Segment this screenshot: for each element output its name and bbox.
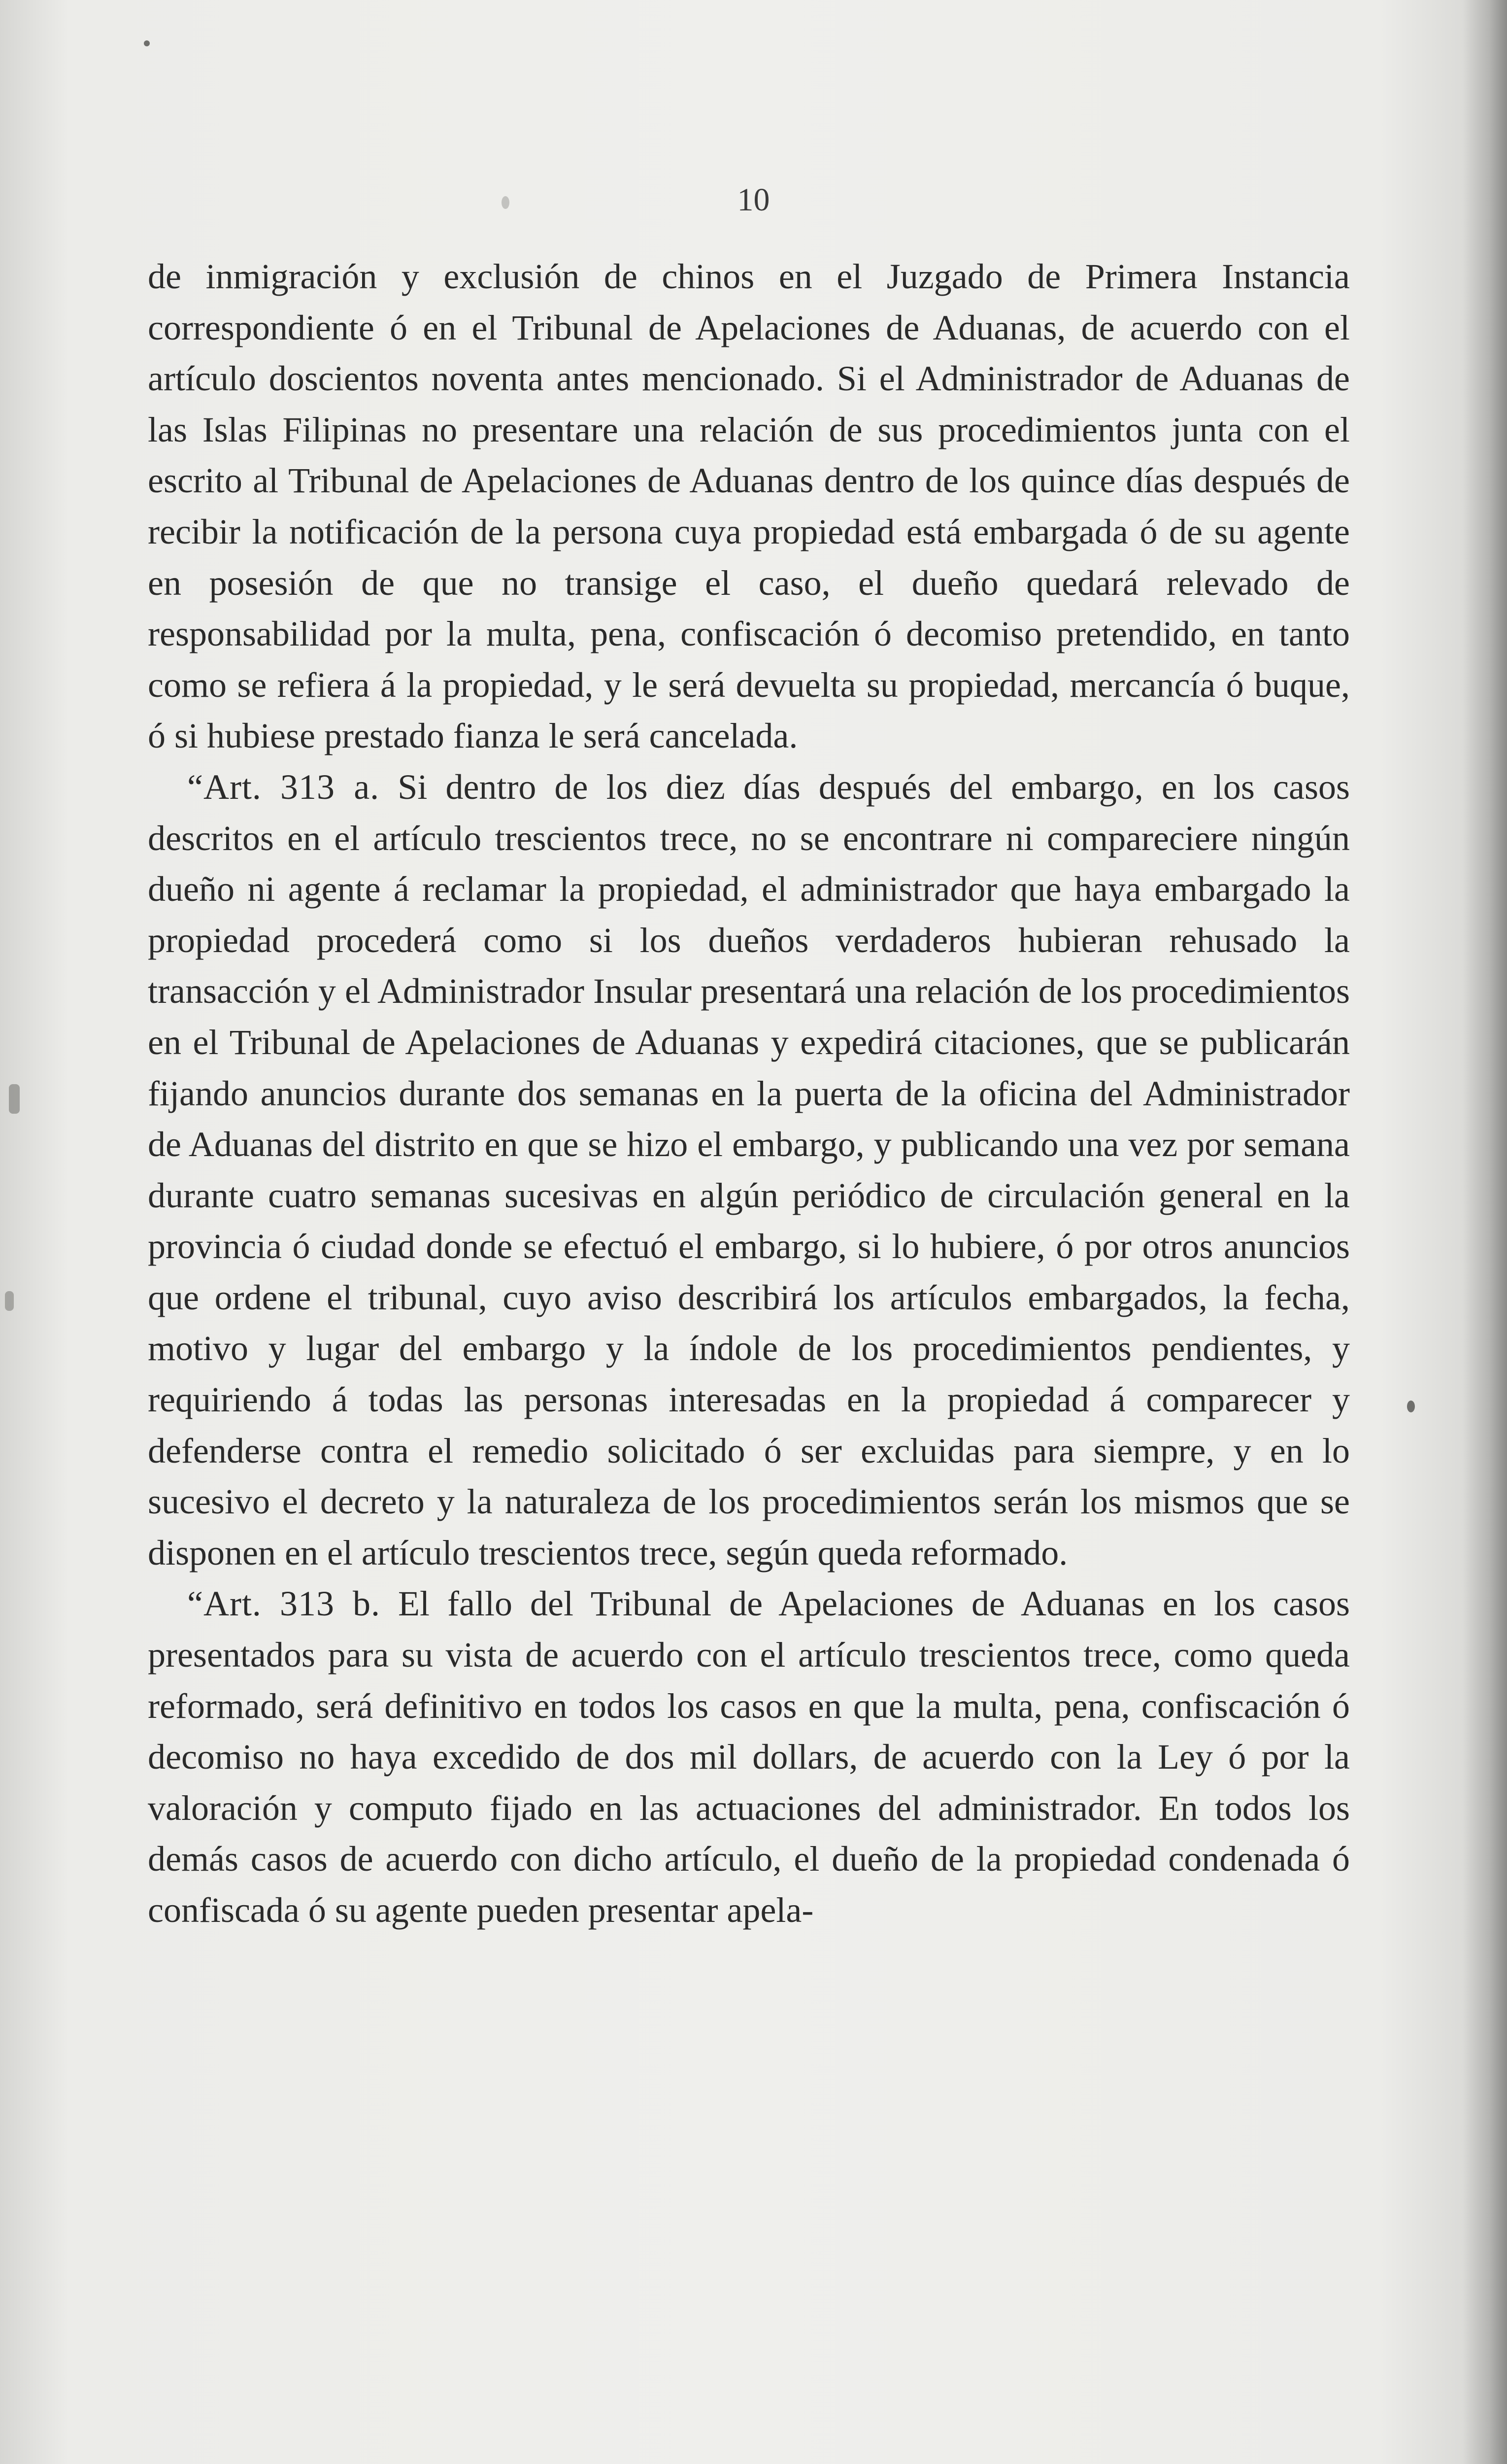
article-heading: “Art. 313 b.	[187, 1584, 380, 1624]
paragraph-text: Si dentro de los diez días después del embargo, en los casos descritos en el artículo trescientos trece, no se encontrare ni compareciere ningún dueño ni agente á reclamar la propiedad, el administrador que haya embargado la propiedad procederá como si los dueños verdaderos hubieran rehusado la transacción y el Administrador Insular presentará una relación de los procedimientos en el Tribunal de Apelaciones de Aduanas y expedirá citaciones, que se publicarán fijando anuncios durante dos semanas en la puerta de la oficina del Administrador de Aduanas del distrito en que se hizo el embargo, y publicando una vez por semana durante cuatro semanas sucesivas en algún periódico de circulación general en la provincia ó ciudad donde se efectuó el embargo, si lo hubiere, ó por otros anuncios que ordene el tribunal, cuyo aviso describirá los artículos embargados, la fecha, motivo y lugar del embargo y la índole de los procedimientos pendientes, y requiriendo á todas las personas interesadas en la propiedad á comparecer y defenderse contra el remedio solicitado ó ser excluidas para siempre, y en lo sucesivo el decreto y la naturaleza de los procedimientos serán los mismos que se disponen en el artículo trescientos trece, según queda reformado.	[148, 767, 1350, 1573]
paragraph-1	[148, 251, 1350, 762]
scan-speck	[9, 1084, 20, 1114]
paragraph-art-313b	[148, 1578, 1350, 1936]
paragraph-art-313a	[148, 762, 1350, 1579]
page-number: 10	[737, 182, 770, 218]
scan-speck	[144, 40, 150, 46]
scan-speck	[1407, 1401, 1415, 1412]
page-edge-shadow	[1463, 0, 1507, 2464]
body-text	[148, 251, 1350, 1936]
scan-speck	[5, 1291, 14, 1311]
paragraph-text: de inmigración y exclusión de chinos en el Juzgado de Primera Instancia correspondiente ó en el Tribunal de Apelaciones de Aduanas, de acuerdo con el artículo doscientos noventa antes mencionado. Si el Administrador de Aduanas de las Islas Filipinas no presentare una relación de sus procedimientos junta con el escrito al Tribunal de Apelaciones de Aduanas dentro de los quince días después de recibir la notificación de la persona cuya propiedad está embargada ó de su agente en posesión de que no transige el caso, el dueño quedará relevado de responsabilidad por la multa, pena, confiscación ó decomiso pretendido, en tanto como se refiera á la propiedad, y le será devuelta su propiedad, mercancía ó buque, ó si hubiese prestado fianza le será cancelada.	[148, 257, 1350, 756]
paragraph-text: El fallo del Tribunal de Apelaciones de Aduanas en los casos presentados para su vista de acuerdo con el artículo trescientos trece, como queda reformado, será definitivo en todos los casos en que la multa, pena, confiscación ó decomiso no haya excedido de dos mil dollars, de acuerdo con la Ley ó por la valoración y computo fijado en las actuaciones del administrador. En todos los demás casos de acuerdo con dicho artículo, el dueño de la propiedad condenada ó confiscada ó su agente pueden presentar apela-	[148, 1584, 1350, 1930]
article-heading: “Art. 313 a.	[187, 767, 380, 807]
